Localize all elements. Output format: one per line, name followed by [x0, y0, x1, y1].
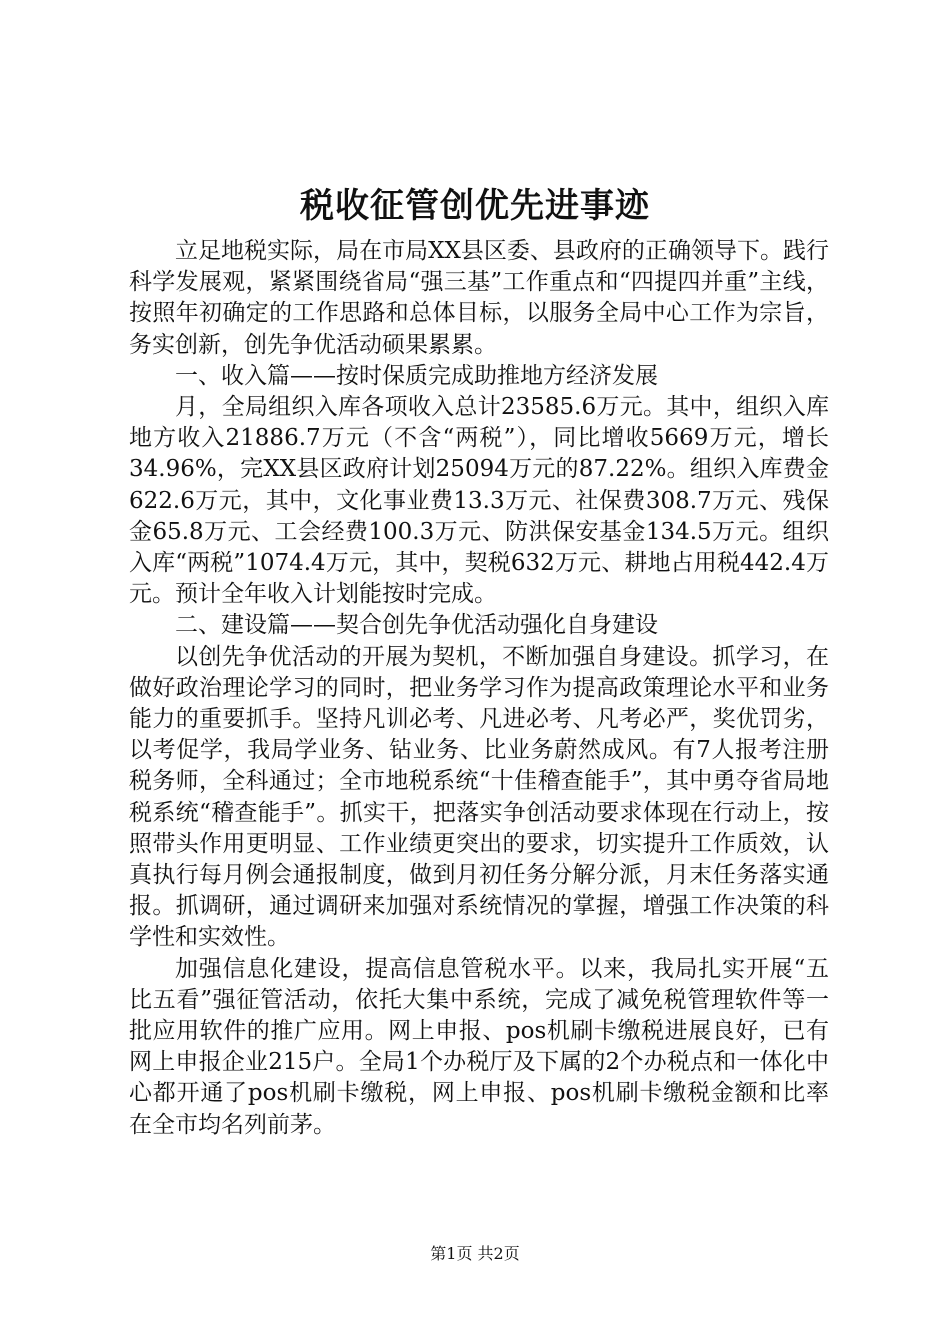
- section-heading-construction: 二、建设篇——契合创先争优活动强化自身建设: [175, 612, 658, 639]
- page-footer: 第1页 共2页: [430, 1244, 520, 1263]
- intro-paragraph: 立足地税实际，局在市局XX县区委、县政府的正确领导下。践行科学发展观，紧紧围绕省局“强三基”工作重点和“四提四并重”主线，按照年初确定的工作思路和总体目标，以服务全局中心工作为宗旨，务实创新，创先争优活动硕果累累。: [129, 238, 829, 358]
- document-body: [129, 236, 829, 1141]
- construction-paragraph: 以创先争优活动的开展为契机，不断加强自身建设。抓学习，在做好政治理论学习的同时，把业务学习作为提高政策理论水平和业务能力的重要抓手。坚持凡训必考、凡进必考、凡考必严，奖优罚劣，以考促学，我局学业务、钻业务、比业务蔚然成风。有7人报考注册税务师，全科通过；全市地税系统“十佳稽查能手”，其中勇夺省局地税系统“稽查能手”。抓实干，把落实争创活动要求体现在行动上，按照带头作用更明显、工作业绩更突出的要求，切实提升工作质效，认真执行每月例会通报制度，做到月初任务分解分派，月末任务落实通报。抓调研，通过调研来加强对系统情况的掌握，增强工作决策的科学性和实效性。: [129, 643, 829, 951]
- section-heading-income: 一、收入篇——按时保质完成助推地方经济发展: [175, 362, 658, 389]
- document-title: 税收征管创优先进事迹: [300, 186, 650, 226]
- income-paragraph: 月，全局组织入库各项收入总计23585.6万元。其中，组织入库地方收入21886.7万元（不含“两税”），同比增收5669万元，增长34.96%，完XX县区政府计划25094万元的87.22%。组织入库费金622.6万元，其中，文化事业费13.3万元、社保费308.7万元、残保金65.8万元、工会经费100.3万元、防洪保安基金134.5万元。组织入库“两税”1074.4万元，其中，契税632万元、耕地占用税442.4万元。预计全年收入计划能按时完成。: [129, 394, 829, 608]
- informatization-paragraph: 加强信息化建设，提高信息管税水平。以来，我局扎实开展“五比五看”强征管活动，依托大集中系统，完成了减免税管理软件等一批应用软件的推广应用。网上申报、pos机刷卡缴税进展良好，已有网上申报企业215户。全局1个办税厅及下属的2个办税点和一体化中心都开通了pos机刷卡缴税，网上申报、pos机刷卡缴税金额和比率在全市均名列前茅。: [129, 955, 829, 1138]
